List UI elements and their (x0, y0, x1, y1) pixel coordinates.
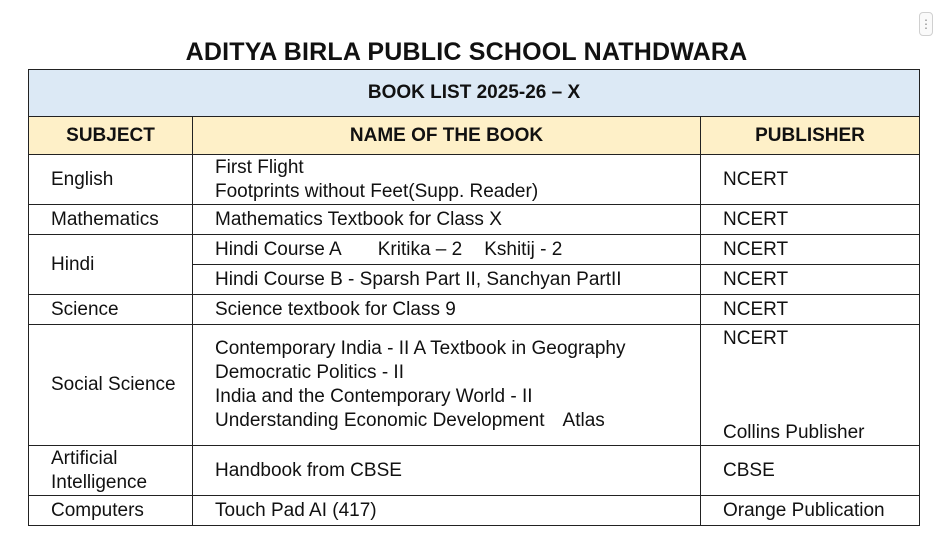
table-row-ai (29, 446, 920, 496)
table-row-computers (29, 496, 920, 526)
publisher-cell: NCERT (701, 155, 920, 205)
publisher-name: NCERT (723, 328, 789, 349)
book-title: Understanding Economic Development (215, 410, 545, 431)
book-title: Democratic Politics - II (215, 362, 404, 383)
book-title: Hindi Course A (215, 238, 342, 260)
book-title: Footprints without Feet(Supp. Reader) (215, 180, 539, 202)
book-cell (193, 155, 701, 205)
book-title: Contemporary India - II A Textbook in Geography (215, 338, 626, 359)
header-publisher: PUBLISHER (701, 117, 920, 155)
table-row-english (29, 155, 920, 205)
book-cell: Touch Pad AI (417) (193, 496, 701, 526)
subject-cell (29, 446, 193, 496)
table-row-hindi-a (29, 235, 920, 265)
header-subject: SUBJECT (29, 117, 193, 155)
more-options-icon[interactable]: ⋮ (919, 12, 933, 36)
book-list-table (28, 69, 920, 526)
publisher-cell: Orange Publication (701, 496, 920, 526)
book-cell: Handbook from CBSE (193, 446, 701, 496)
book-cell: Science textbook for Class 9 (193, 295, 701, 325)
publisher-cell (701, 325, 920, 446)
header-book: NAME OF THE BOOK (193, 117, 701, 155)
subject-cell: English (29, 155, 193, 205)
book-title: First Flight (215, 156, 304, 178)
book-cell: Mathematics Textbook for Class X (193, 205, 701, 235)
publisher-name: Collins Publisher (723, 422, 865, 443)
book-title: Kshitij - 2 (484, 238, 563, 260)
subject-cell: Hindi (29, 235, 193, 295)
publisher-cell: NCERT (701, 235, 920, 265)
book-cell (193, 235, 701, 265)
book-list-caption-row (29, 70, 920, 117)
subject-cell: Social Science (29, 325, 193, 446)
book-cell (193, 325, 701, 446)
book-title: Kritika – 2 (377, 238, 463, 260)
header-row (29, 117, 920, 155)
table-row-social-science (29, 325, 920, 446)
subject-cell: Science (29, 295, 193, 325)
book-title: India and the Contemporary World - II (215, 386, 533, 407)
publisher-cell: NCERT (701, 205, 920, 235)
publisher-cell: NCERT (701, 265, 920, 295)
subject-line: Artificial (51, 447, 118, 469)
table-row-science (29, 295, 920, 325)
subject-line: Intelligence (51, 471, 148, 493)
publisher-cell: NCERT (701, 295, 920, 325)
book-title: Atlas (562, 410, 605, 431)
table-row-maths (29, 205, 920, 235)
subject-cell: Computers (29, 496, 193, 526)
subject-cell: Mathematics (29, 205, 193, 235)
school-title: ADITYA BIRLA PUBLIC SCHOOL NATHDWARA (185, 38, 748, 66)
publisher-cell: CBSE (701, 446, 920, 496)
book-cell: Hindi Course B - Sparsh Part II, Sanchyan PartII (193, 265, 701, 295)
book-list-title: BOOK LIST 2025-26 – X (29, 70, 920, 117)
